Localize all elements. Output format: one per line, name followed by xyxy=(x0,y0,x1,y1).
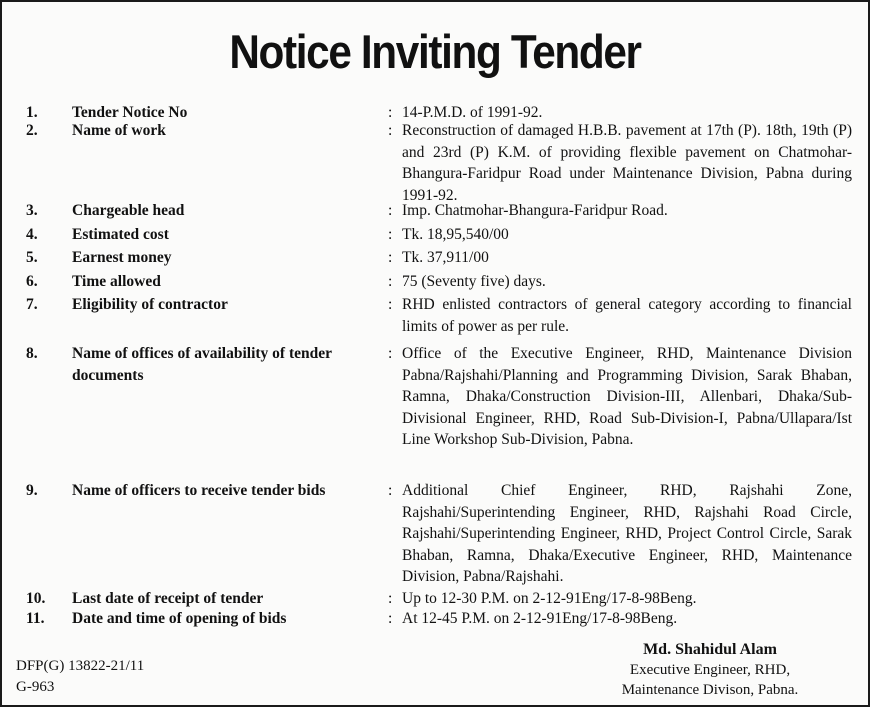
item-value: RHD enlisted contractors of general category according to financial limits of power as per rule. xyxy=(402,296,852,335)
item-number: 9. xyxy=(26,482,38,499)
item-number: 11. xyxy=(26,610,45,627)
item-colon: : xyxy=(388,273,393,290)
item-value: Office of the Executive Engineer, RHD, Maintenance Division Pabna/Rajshahi/Planning and Programming Division, Sarak Bhaban, Ramna, Dhaka/Construction Division-III, Allenbari, Dhaka/Sub-Divisional Engineer, RHD, Road Sub-Division-I, Pabna/Ullapara/Ist Line Workshop Sub-Division, Pabna. xyxy=(402,345,852,448)
item-colon: : xyxy=(388,482,393,499)
signer-name: Md. Shahidul Alam xyxy=(643,641,777,658)
item-value: At 12-45 P.M. on 2-12-91Eng/17-8-98Beng. xyxy=(402,610,678,627)
signer-office: Maintenance Divison, Pabna. xyxy=(621,682,799,698)
item-label: Name of officers to receive tender bids xyxy=(72,482,326,499)
item-colon: : xyxy=(388,122,393,139)
item-value: 14-P.M.D. of 1991-92. xyxy=(402,104,543,121)
item-label: Eligibility of contractor xyxy=(72,296,228,313)
item-label: Chargeable head xyxy=(72,202,185,219)
item-number: 8. xyxy=(26,345,38,362)
item-value: Additional Chief Engineer, RHD, Rajshahi Zone, Rajshahi/Superintending Engineer, RHD, Rajshahi Road Circle, Rajshahi/Superintending Engineer, RHD, Project Control Circle, Sarak Bhaban, Ramna, Dhaka/Executive Engineer, RHD, Maintenance Division, Pabna/Rajshahi. xyxy=(402,482,852,585)
g-reference: G-963 xyxy=(16,679,55,695)
item-colon: : xyxy=(388,590,393,607)
dfp-reference: DFP(G) 13822-21/11 xyxy=(16,658,145,674)
item-colon: : xyxy=(388,610,393,627)
item-value: Imp. Chatmohar-Bhangura-Faridpur Road. xyxy=(402,202,668,219)
item-colon: : xyxy=(388,249,393,266)
item-number: 7. xyxy=(26,296,38,313)
notice-title: Notice Inviting Tender xyxy=(229,25,641,78)
item-label: Tender Notice No xyxy=(72,104,188,121)
item-label: Name of offices of availability of tender documents xyxy=(72,345,332,384)
item-value: Up to 12-30 P.M. on 2-12-91Eng/17-8-98Beng. xyxy=(402,590,697,607)
item-colon: : xyxy=(388,296,393,313)
item-colon: : xyxy=(388,345,393,362)
item-number: 1. xyxy=(26,104,38,121)
item-number: 10. xyxy=(26,590,46,607)
item-label: Date and time of opening of bids xyxy=(72,610,287,627)
item-number: 4. xyxy=(26,226,38,243)
item-colon: : xyxy=(388,226,393,243)
item-number: 5. xyxy=(26,249,38,266)
item-value: Reconstruction of damaged H.B.B. pavement at 17th (P). 18th, 19th (P) and 23rd (P) K.M. of providing flexible pavement on Chatmohar-Bhangura-Faridpur Road under Maintenance Division, Pabna during 1991-92. xyxy=(402,122,852,204)
item-value: Tk. 37,911/00 xyxy=(402,249,489,266)
signer-title: Executive Engineer, RHD, xyxy=(629,662,791,678)
reference-numbers xyxy=(16,656,144,698)
item-colon: : xyxy=(388,202,393,219)
item-label: Time allowed xyxy=(72,273,161,290)
item-label: Earnest money xyxy=(72,249,172,266)
item-number: 2. xyxy=(26,122,38,139)
item-label: Name of work xyxy=(72,122,166,139)
item-colon: : xyxy=(388,104,393,121)
item-number: 3. xyxy=(26,202,38,219)
item-number: 6. xyxy=(26,273,38,290)
item-value: 75 (Seventy five) days. xyxy=(402,273,546,290)
item-label: Estimated cost xyxy=(72,226,169,243)
item-value: Tk. 18,95,540/00 xyxy=(402,226,509,243)
item-label: Last date of receipt of tender xyxy=(72,590,264,607)
signature-block xyxy=(580,640,840,700)
